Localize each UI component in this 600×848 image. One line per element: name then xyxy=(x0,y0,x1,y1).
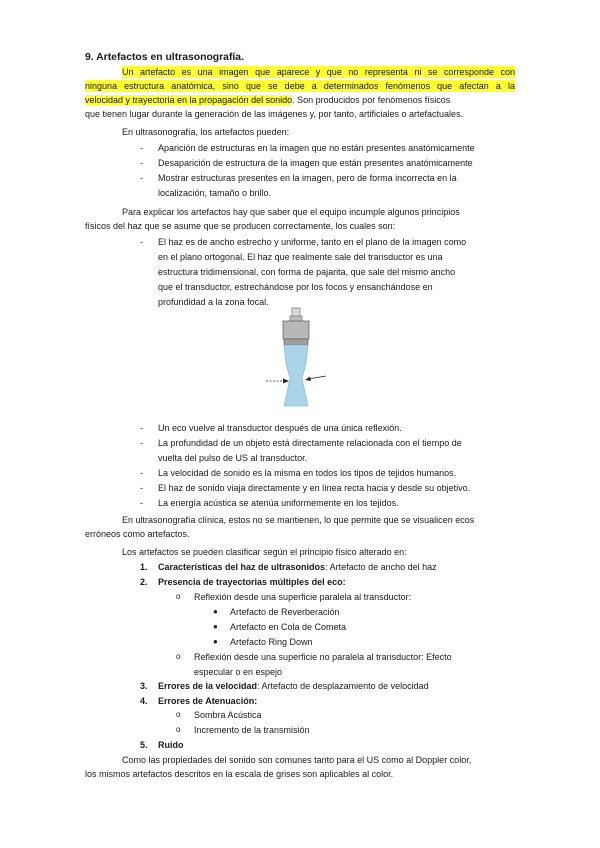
class-1 xyxy=(158,561,515,573)
intro-line-4: que tienen lugar durante la generación de las imágenes y, por tanto, artificiales o artefactuales. xyxy=(85,109,464,119)
class-3-number: 3. xyxy=(140,681,148,691)
class-2: Presencia de trayectorias múltiples del eco: xyxy=(158,577,346,587)
explain-line-1: Para explicar los artefactos hay que saber que el equipo incumple algunos principios xyxy=(122,207,460,217)
class-4-sub-2: Incremento de la transmisión xyxy=(194,725,310,735)
class-4-title: Errores de Atenuación xyxy=(158,696,255,706)
beam-line-4: que el transductor, estrechándose por los focos y ensanchándose en xyxy=(158,282,433,292)
dash-icon: - xyxy=(140,483,143,493)
principle-3: La velocidad de sonido es la misma en todos los tipos de tejidos humanos. xyxy=(158,468,457,478)
closing-line-1: Como las propiedades del sonido son comunes tanto para el US como al Doppler color, xyxy=(122,755,472,765)
beam-line-5: profundidad a la zona focal. xyxy=(158,297,269,307)
can-intro: En ultrasonografía, los artefactos pueden: xyxy=(122,127,290,137)
intro-line-3 xyxy=(85,94,515,106)
dash-icon: - xyxy=(140,158,143,168)
class-5-title: Ruido xyxy=(158,740,184,750)
intro-highlight-2: ninguna estructura anatómica, sino que se debe a determinados fenómenos que afectan a la xyxy=(85,81,515,91)
section-heading: 9. Artefactos en ultrasonografía. xyxy=(85,52,244,63)
class-2-item-3: Artefacto Ring Down xyxy=(230,637,313,647)
intro-line-1 xyxy=(122,66,515,78)
principle-5: La energía acústica se atenúa uniformemente en los tejidos. xyxy=(158,498,399,508)
ultrasound-beam xyxy=(284,345,308,406)
dot-bullet-icon: ● xyxy=(213,607,218,616)
principle-2: La profundidad de un objeto está directamente relacionada con el tiempo de xyxy=(158,438,462,448)
focus-arrow-right xyxy=(308,376,326,379)
beam-line-3: estructura tridimensional, con forma de pajarita, que sale del mismo ancho xyxy=(158,267,456,277)
class-4-sub-1: Sombra Acústica xyxy=(194,710,262,720)
classify-intro: Los artefactos se pueden clasificar según el principio físico alterado en: xyxy=(122,547,407,557)
dash-icon: - xyxy=(140,468,143,478)
intro-highlight-3: velocidad y trayectoria en la propagación del sonido xyxy=(85,95,293,105)
class-2-title: Presencia de trayectorias múltiples del eco xyxy=(158,577,343,587)
class-2-sub-2-cont: especular o en espejo xyxy=(194,667,283,677)
dash-icon: - xyxy=(140,423,143,433)
class-1-number: 1. xyxy=(140,562,148,572)
explain-line-2: físicos del haz que se asume que se producen correctamente, los cuales son: xyxy=(85,221,396,231)
principle-2-cont: vuelta del pulso de US al transductor. xyxy=(158,453,308,463)
transducer-beam-figure xyxy=(262,306,332,410)
class-2-item-1: Artefacto de Reverberación xyxy=(230,607,340,617)
circle-bullet-icon: o xyxy=(176,725,181,734)
dash-icon: - xyxy=(140,237,143,247)
class-1-desc: : Artefacto de ancho del haz xyxy=(325,562,437,572)
dash-icon: - xyxy=(140,438,143,448)
class-3-title: Errores de la velocidad xyxy=(158,681,258,691)
principle-4: El haz de sonido viaja directamente y en línea recta hacia y desde su objetivo. xyxy=(158,483,471,493)
class-2-item-2: Artefacto en Cola de Cometa xyxy=(230,622,347,632)
can-item-2: Desaparición de estructura de la imagen que están presentes anatómicamente xyxy=(158,158,473,168)
class-1-title: Características del haz de ultrasonidos xyxy=(158,562,326,572)
can-item-3-cont: localización, tamaño o brillo. xyxy=(158,188,272,198)
class-2-sub-2: Reflexión desde una superficie no paralela al transductor: Efecto xyxy=(194,652,452,662)
circle-bullet-icon: o xyxy=(176,592,181,601)
closing-line-2: los mismos artefactos descritos en la escala de grises son aplicables al color. xyxy=(85,769,394,779)
class-3-desc: : Artefacto de desplazamiento de velocidad xyxy=(257,681,429,691)
circle-bullet-icon: o xyxy=(176,710,181,719)
dash-icon: - xyxy=(140,498,143,508)
class-5 xyxy=(158,739,515,751)
intro-highlight-1: Un artefacto es una imagen que aparece y que no representa ni se corresponde con xyxy=(122,67,515,77)
class-5-number: 5. xyxy=(140,740,148,750)
intro-line-2 xyxy=(85,80,515,92)
class-2-sub-1: Reflexión desde una superficie paralela al transductor: xyxy=(194,592,412,602)
clinical-line-2: erróneos como artefactos. xyxy=(85,529,190,539)
principle-1: Un eco vuelve al transductor después de una única reflexión. xyxy=(158,423,402,433)
dash-icon: - xyxy=(140,143,143,153)
beam-line-2: en el plano ortogonal. El haz que realmente sale del transductor es una xyxy=(158,252,443,262)
dot-bullet-icon: ● xyxy=(213,637,218,646)
class-3 xyxy=(158,680,515,692)
circle-bullet-icon: o xyxy=(176,652,181,661)
can-item-3: Mostrar estructuras presentes en la imagen, pero de forma incorrecta en la xyxy=(158,173,457,183)
class-2-number: 2. xyxy=(140,577,148,587)
transducer-probe xyxy=(283,308,309,345)
focus-arrowhead-left xyxy=(283,379,289,384)
beam-line-1: El haz es de ancho estrecho y uniforme, tanto en el plano de la imagen como xyxy=(158,237,467,247)
dash-icon: - xyxy=(140,173,143,183)
class-4: Errores de Atenuación: xyxy=(158,696,258,706)
clinical-line-1: En ultrasonografía clínica, estos no se mantienen, lo que permite que se visualicen ecos xyxy=(122,515,475,525)
can-item-1: Aparición de estructuras en la imagen que no están presentes anatómicamente xyxy=(158,143,475,153)
focus-arrowhead-right xyxy=(305,377,311,382)
dot-bullet-icon: ● xyxy=(213,622,218,631)
intro-line-3-rest: . Son producidos por fenómenos físicos xyxy=(292,95,451,105)
class-4-number: 4. xyxy=(140,696,148,706)
